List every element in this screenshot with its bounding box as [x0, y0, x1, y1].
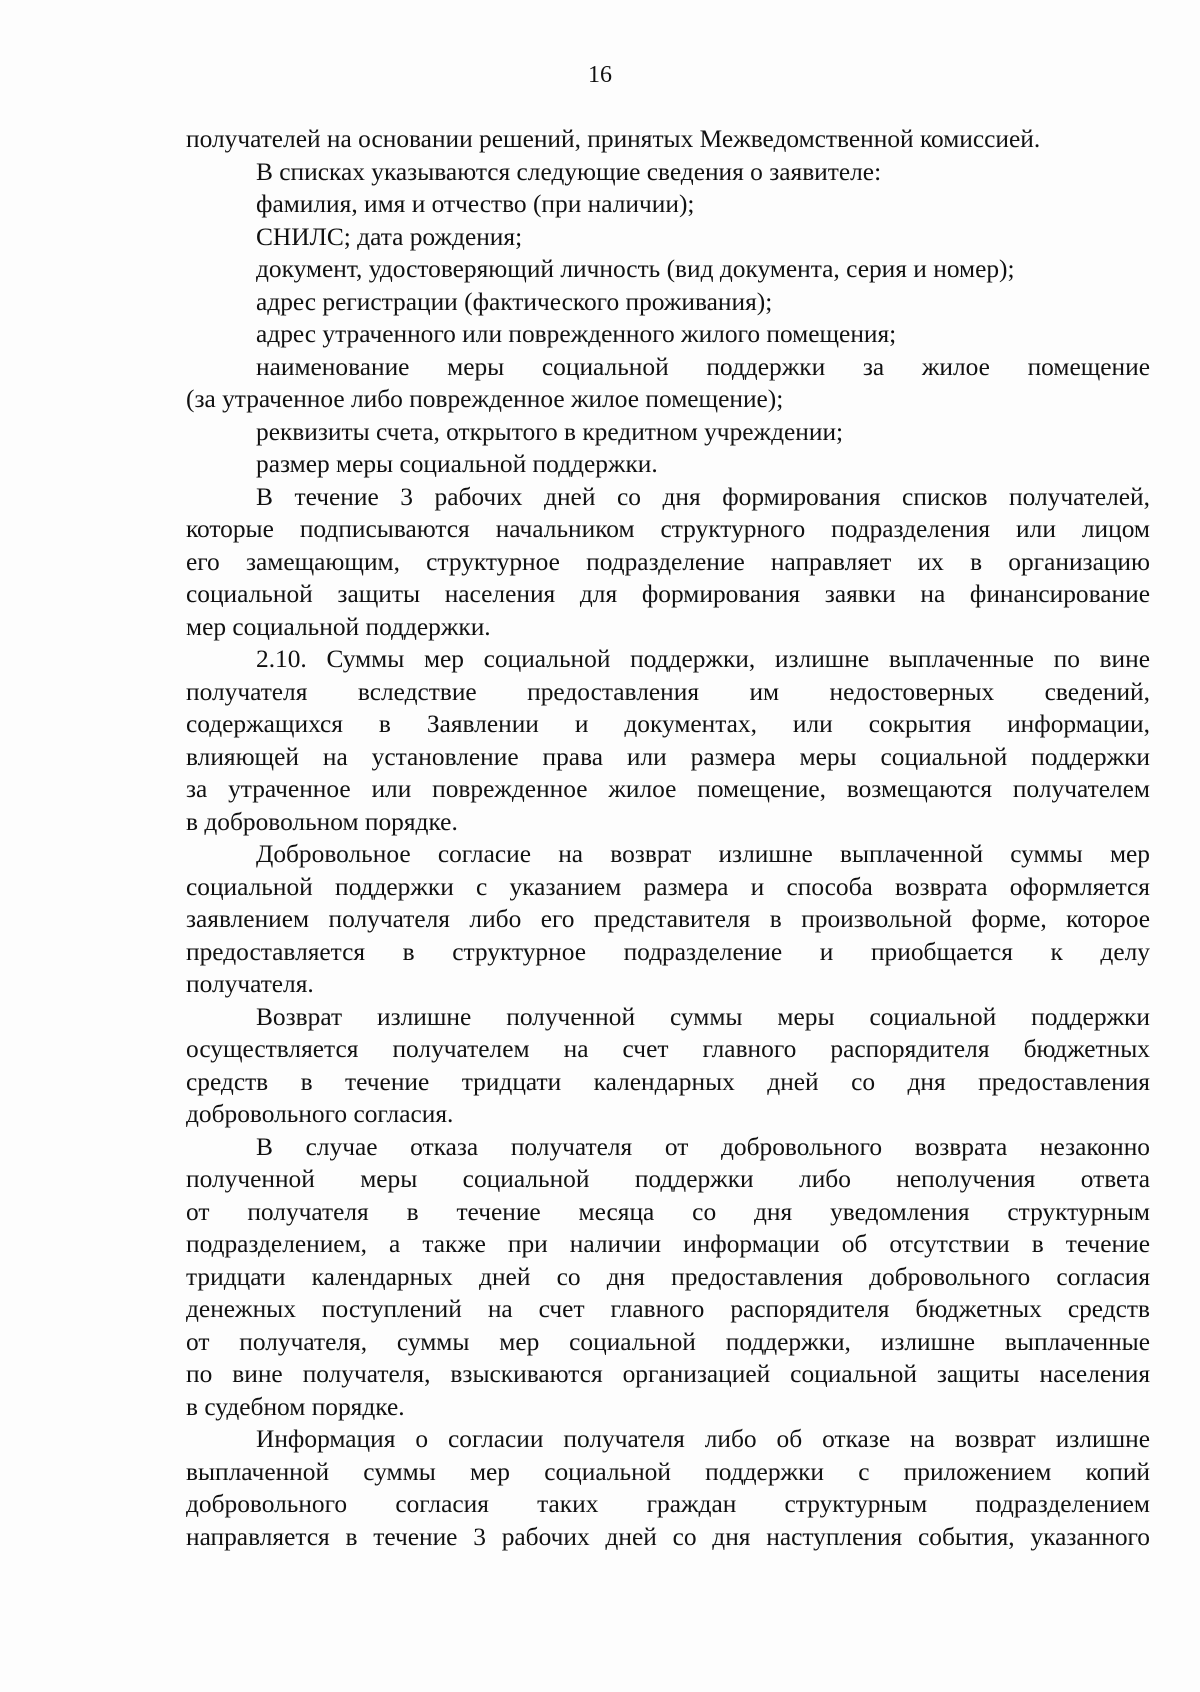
text-line: за утраченное или поврежденное жилое помещение, возмещаются получателем	[186, 775, 1150, 803]
page-number: 16	[588, 62, 612, 88]
text-line: направляется в течение 3 рабочих дней со дня наступления события, указанного	[186, 1522, 1150, 1551]
text-line: адрес утраченного или поврежденного жилого помещения;	[256, 320, 897, 348]
text-line: документ, удостоверяющий личность (вид документа, серия и номер);	[256, 255, 1015, 283]
text-line: Информация о согласии получателя либо об отказе на возврат излишне	[256, 1425, 1150, 1453]
document-body	[186, 123, 1150, 1553]
text-line: подразделением, а также при наличии информации об отсутствии в течение	[186, 1230, 1150, 1258]
text-line: от получателя, суммы мер социальной поддержки, излишне выплаченные	[186, 1327, 1150, 1356]
text-line: социальной защиты населения для формирования заявки на финансирование	[186, 580, 1150, 608]
text-line: мер социальной поддержки.	[186, 612, 491, 641]
text-line: денежных поступлений на счет главного распорядителя бюджетных средств	[186, 1295, 1150, 1323]
text-line: по вине получателя, взыскиваются организацией социальной защиты населения	[186, 1360, 1150, 1388]
text-line: размер меры социальной поддержки.	[256, 450, 658, 478]
text-line: средств в течение тридцати календарных дней со дня предоставления	[186, 1067, 1150, 1096]
text-line: в добровольном порядке.	[186, 807, 458, 836]
text-line: В течение 3 рабочих дней со дня формирования списков получателей,	[256, 482, 1150, 511]
text-line: СНИЛС; дата рождения;	[256, 222, 523, 251]
text-line: тридцати календарных дней со дня предоставления добровольного согласия	[186, 1262, 1150, 1291]
text-line: получателя.	[186, 970, 314, 998]
text-line: его замещающим, структурное подразделение направляет их в организацию	[186, 547, 1150, 576]
text-line: реквизиты счета, открытого в кредитном учреждении;	[256, 417, 844, 446]
text-line: получателя вследствие предоставления им недостоверных сведений,	[186, 677, 1150, 706]
text-line: заявлением получателя либо его представителя в произвольной форме, которое	[186, 905, 1150, 933]
text-line: которые подписываются начальником структурного подразделения или лицом	[186, 515, 1150, 543]
text-line: добровольного согласия.	[186, 1100, 454, 1128]
text-line: выплаченной суммы мер социальной поддержки с приложением копий	[186, 1457, 1150, 1486]
text-line: в судебном порядке.	[186, 1392, 405, 1421]
text-line: осуществляется получателем на счет главного распорядителя бюджетных	[186, 1035, 1150, 1063]
text-line: социальной поддержки с указанием размера и способа возврата оформляется	[186, 872, 1150, 901]
text-line: фамилия, имя и отчество (при наличии);	[256, 190, 695, 218]
text-line: 2.10. Суммы мер социальной поддержки, излишне выплаченные по вине	[256, 645, 1150, 673]
text-line: наименование меры социальной поддержки за жилое помещение	[256, 352, 1150, 381]
text-line: получателей на основании решений, принятых Межведомственной комиссией.	[186, 125, 1041, 153]
text-line: от получателя в течение месяца со дня уведомления структурным	[186, 1197, 1150, 1226]
text-line: Возврат излишне полученной суммы меры социальной поддержки	[256, 1002, 1150, 1031]
text-line: В случае отказа получателя от добровольного возврата незаконно	[256, 1132, 1150, 1161]
text-line: добровольного согласия таких граждан структурным подразделением	[186, 1490, 1150, 1518]
text-line: влияющей на установление права или размера меры социальной поддержки	[186, 742, 1150, 771]
text-line: (за утраченное либо поврежденное жилое помещение);	[186, 385, 784, 413]
text-line: В списках указываются следующие сведения о заявителе:	[256, 157, 882, 186]
text-line: Добровольное согласие на возврат излишне выплаченной суммы мер	[256, 840, 1150, 868]
text-line: полученной меры социальной поддержки либо неполучения ответа	[186, 1165, 1150, 1193]
text-line: содержащихся в Заявлении и документах, или сокрытия информации,	[186, 710, 1150, 738]
text-line: адрес регистрации (фактического проживания);	[256, 287, 773, 316]
text-line: предоставляется в структурное подразделение и приобщается к делу	[186, 937, 1150, 966]
